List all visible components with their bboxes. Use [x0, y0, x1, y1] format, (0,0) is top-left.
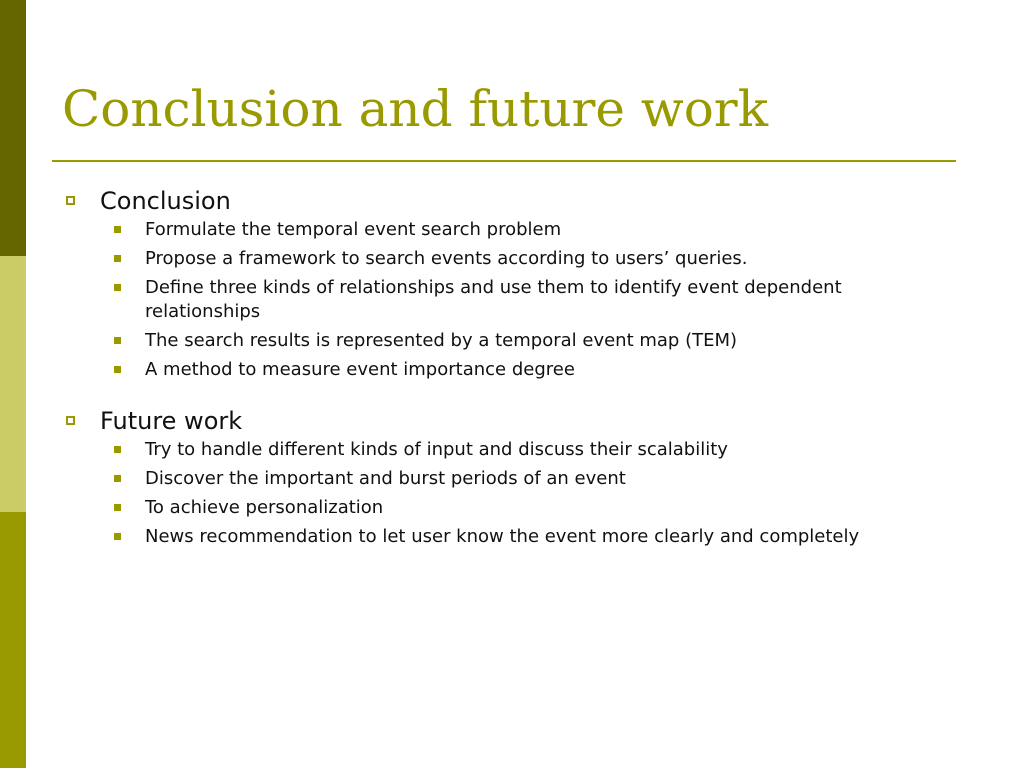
- list-item: [62, 496, 962, 520]
- square-bullet-icon: [114, 366, 121, 373]
- list-item: [62, 467, 962, 491]
- square-bullet-icon: [114, 446, 121, 453]
- side-band-middle: [0, 256, 26, 512]
- square-bullet-icon: [114, 475, 121, 482]
- section-label: Conclusion: [100, 187, 231, 215]
- square-bullet-icon: [114, 533, 121, 540]
- section-label: Future work: [100, 407, 243, 435]
- list-item: [62, 329, 962, 353]
- section-conclusion: [62, 186, 962, 382]
- list-item-text: Discover the important and burst periods of an event: [145, 468, 626, 489]
- list-item: [62, 276, 962, 324]
- side-band-bottom: [0, 512, 26, 768]
- square-bullet-icon: [114, 284, 121, 291]
- list-item: [62, 525, 962, 549]
- hollow-square-bullet-icon: [66, 416, 75, 425]
- slide-title: Conclusion and future work: [62, 80, 769, 138]
- list-item: [62, 218, 962, 242]
- title-underline: [52, 160, 956, 162]
- list-item-text: The search results is represented by a temporal event map (TEM): [145, 330, 738, 351]
- list-item-text: Propose a framework to search events according to users’ queries.: [145, 248, 748, 269]
- list-item-text: A method to measure event importance degree: [145, 359, 575, 380]
- side-band-top: [0, 0, 26, 256]
- hollow-square-bullet-icon: [66, 196, 75, 205]
- list-item-text: Define three kinds of relationships and use them to identify event dependent relationships: [145, 277, 842, 322]
- list-item: [62, 358, 962, 382]
- bullet-list: [62, 438, 962, 549]
- list-item-text: Formulate the temporal event search problem: [145, 219, 562, 240]
- slide-content: [62, 186, 962, 573]
- list-item-text: Try to handle different kinds of input and discuss their scalability: [145, 439, 728, 460]
- bullet-list: [62, 218, 962, 382]
- section-future-work: [62, 406, 962, 549]
- square-bullet-icon: [114, 226, 121, 233]
- square-bullet-icon: [114, 504, 121, 511]
- list-item: [62, 438, 962, 462]
- square-bullet-icon: [114, 255, 121, 262]
- list-item: [62, 247, 962, 271]
- section-heading: [62, 186, 962, 216]
- section-heading: [62, 406, 962, 436]
- square-bullet-icon: [114, 337, 121, 344]
- list-item-text: News recommendation to let user know the event more clearly and completely: [145, 526, 860, 547]
- list-item-text: To achieve personalization: [145, 497, 384, 518]
